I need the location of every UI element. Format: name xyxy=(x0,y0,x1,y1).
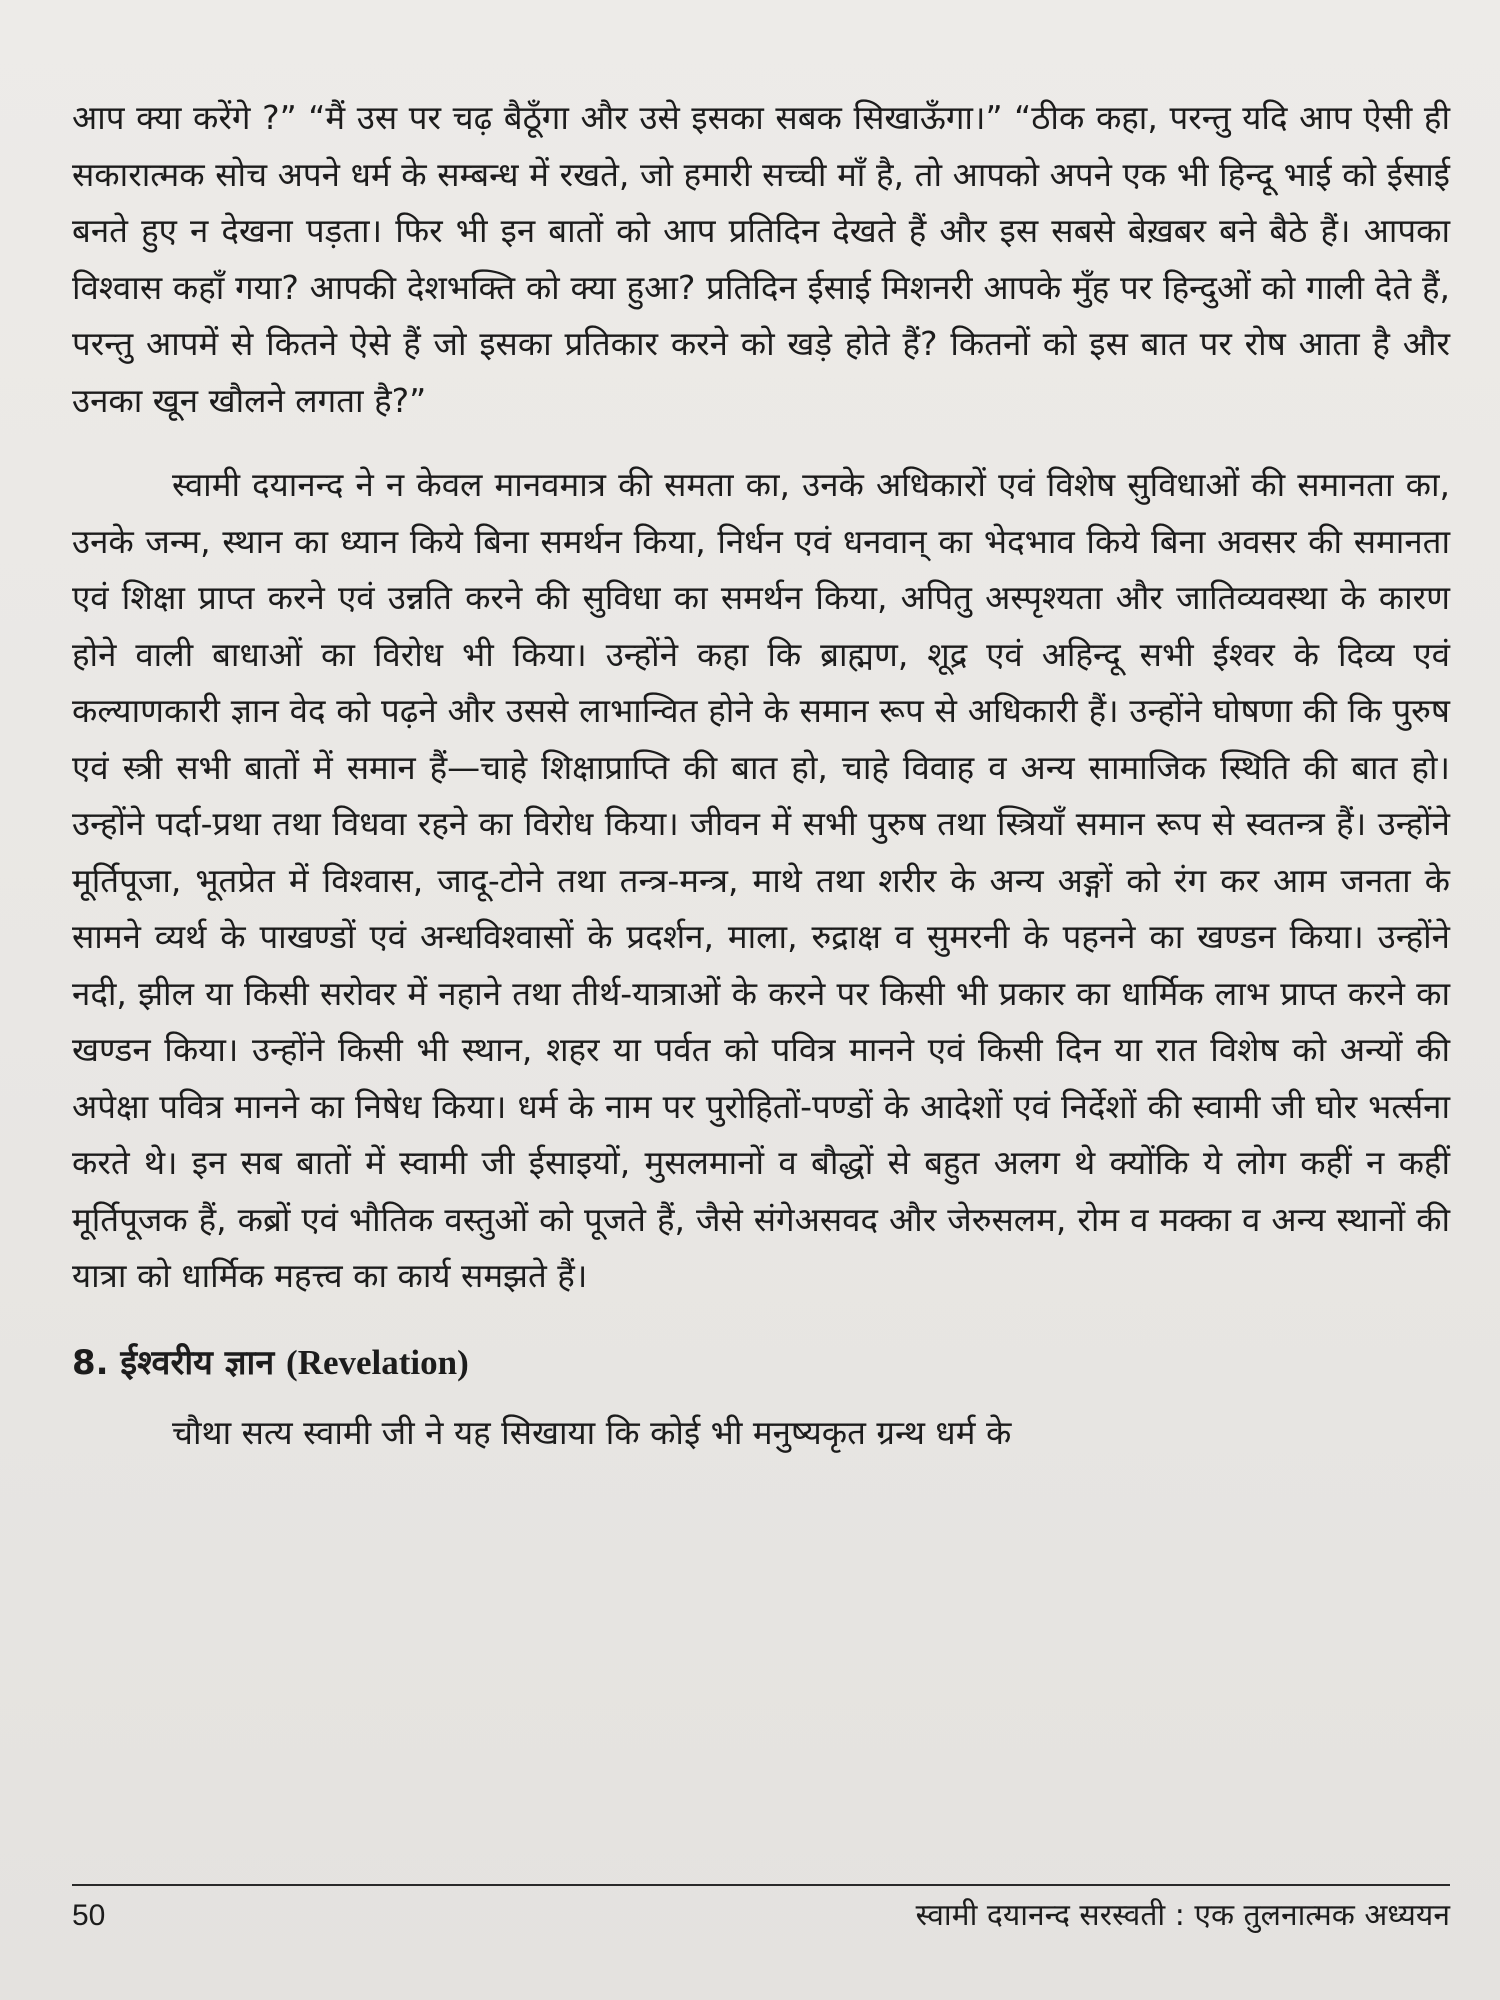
paragraph-quote-continuation: आप क्या करेंगे ?” “मैं उस पर चढ़ बैठूँगा और उसे इसका सबक सिखाऊँगा।” “ठीक कहा, परन्तु यदि आप ऐसी ही सकारात्मक सोच अपने धर्म के सम्बन्ध में रखते, जो हमारी सच्ची माँ है, तो आपको अपने एक भी हिन्दू भाई को ईसाई बनते हुए न देखना पड़ता। फिर भी इन बातों को आप प्रतिदिन देखते हैं और इस सबसे बेख़बर बने बैठे हैं। आपका विश्वास कहाँ गया? आपकी देशभक्ति को क्या हुआ? प्रतिदिन ईसाई मिशनरी आपके मुँह पर हिन्दुओं को गाली देते हैं, परन्तु आपमें से कितने ऐसे हैं जो इसका प्रतिकार करने को खड़े होते हैं? कितनों को इस बात पर रोष आता है और उनका खून खौलने लगता है?” xyxy=(72,98,1450,420)
section-heading xyxy=(72,1335,1450,1391)
paragraph-equality: स्वामी दयानन्द ने न केवल मानवमात्र की समता का, उनके अधिकारों एवं विशेष सुविधाओं की समानता का, उनके जन्म, स्थान का ध्यान किये बिना समर्थन किया, निर्धन एवं धनवान् का भेदभाव किये बिना अवसर की समानता एवं शिक्षा प्राप्त करने एवं उन्नति करने की सुविधा का समर्थन किया, अपितु अस्पृश्यता और जातिव्यवस्था के कारण होने वाली बाधाओं का विरोध भी किया। उन्होंने कहा कि ब्राह्मण, शूद्र एवं अहिन्दू सभी ईश्वर के दिव्य एवं कल्याणकारी ज्ञान वेद को पढ़ने और उससे लाभान्वित होने के समान रूप से अधिकारी हैं। उन्होंने घोषणा की कि पुरुष एवं स्त्री सभी बातों में समान हैं—चाहे शिक्षाप्राप्ति की बात हो, चाहे विवाह व अन्य सामाजिक स्थिति की बात हो। उन्होंने पर्दा-प्रथा तथा विधवा रहने का विरोध किया। जीवन में सभी पुरुष तथा स्त्रियाँ समान रूप से स्वतन्त्र हैं। उन्होंने मूर्तिपूजा, भूतप्रेत में विश्वास, जादू-टोने तथा तन्त्र-मन्त्र, माथे तथा शरीर के अन्य अङ्गों को रंग कर आम जनता के सामने व्यर्थ के पाखण्डों एवं अन्धविश्वासों के प्रदर्शन, माला, रुद्राक्ष व सुमरनी के पहनने का खण्डन किया। उन्होंने नदी, झील या किसी सरोवर में नहाने तथा तीर्थ-यात्राओं के करने पर किसी भी प्रकार का धार्मिक लाभ प्राप्त करने का खण्डन किया। उन्होंने किसी भी स्थान, शहर या पर्वत को पवित्र मानने एवं किसी दिन या रात विशेष को अन्यों की अपेक्षा पवित्र मानने का निषेध किया। धर्म के नाम पर पुरोहितों-पण्डों के आदेशों एवं निर्देशों की स्वामी जी घोर भर्त्सना करते थे। इन सब बातों में स्वामी जी ईसाइयों, मुसलमानों व बौद्धों से बहुत अलग थे क्योंकि ये लोग कहीं न कहीं मूर्तिपूजक हैं, कब्रों एवं भौतिक वस्तुओं को पूजते हैं, जैसे संगेअसवद और जेरुसलम, रोम व मक्का व अन्य स्थानों की यात्रा को धार्मिक महत्त्व का कार्य समझते हैं। xyxy=(72,465,1450,1295)
section-heading-english: (Revelation) xyxy=(286,1342,469,1382)
footer-divider xyxy=(72,1884,1450,1886)
page-body xyxy=(72,90,1450,1461)
page-footer xyxy=(72,1894,1450,1938)
paragraph-revelation-start: चौथा सत्य स्वामी जी ने यह सिखाया कि कोई भी मनुष्यकृत ग्रन्थ धर्म के xyxy=(172,1412,1012,1452)
section-heading-hindi: 8. ईश्वरीय ज्ञान xyxy=(72,1342,275,1383)
page-number: 50 xyxy=(72,1899,106,1932)
running-title: स्वामी दयानन्द सरस्वती : एक तुलनात्मक अध्ययन xyxy=(915,1898,1450,1933)
